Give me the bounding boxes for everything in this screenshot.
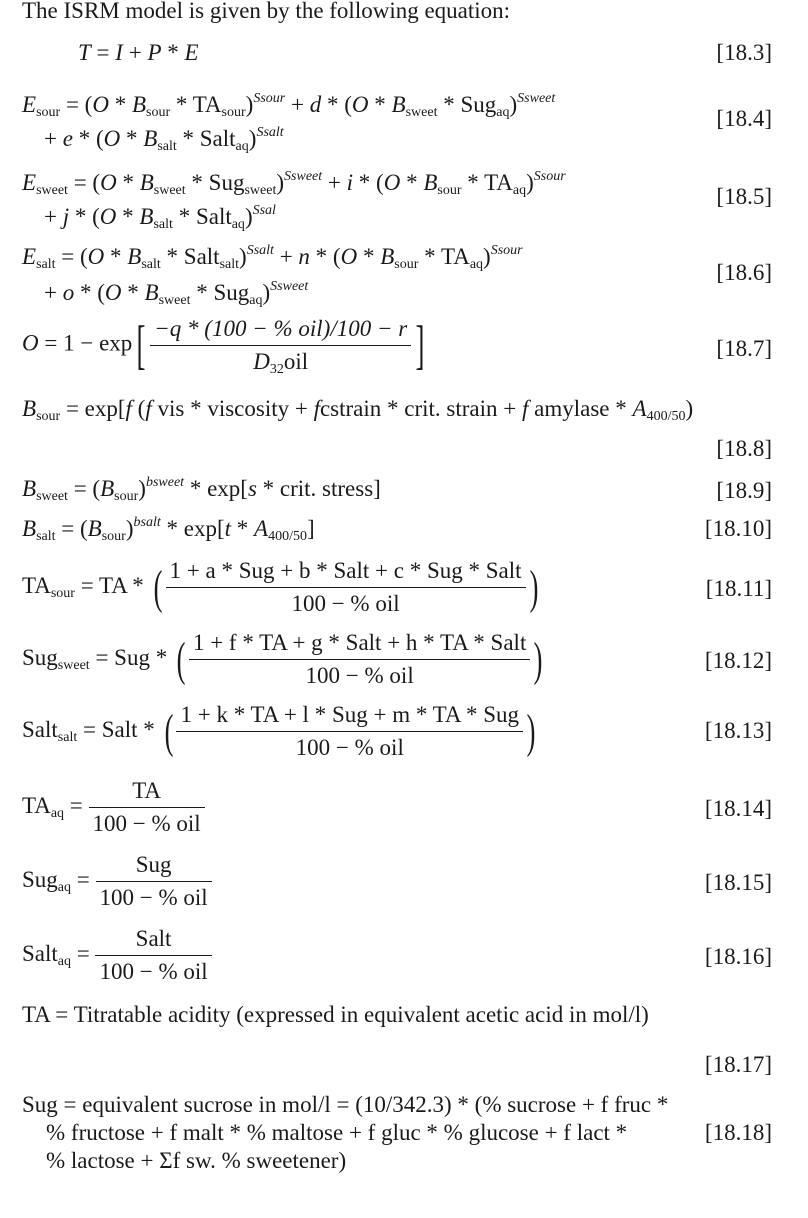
sug-aq-numerator: Sug [96, 852, 212, 882]
equation-18-6-line-2: + o * $(O * B_{sweet} * Sug_{aq})^{Ssweet}$ [44, 279, 309, 308]
salt-aq-denominator: 100 − % oil [99, 959, 208, 984]
equation-18-4-line-2: + e * ($O * B_{salt}$ * Salt$_{aq}$)$^{Ssalt}$ [44, 125, 284, 154]
equation-18-10: $B_{salt} = (B_{sour})^{bsalt} * \exp[t * A_{400/50}]$ [22, 515, 315, 544]
left-bracket: [ [136, 315, 146, 375]
salt-salt-denominator: 100 − % oil [295, 735, 404, 760]
sug-sweet-numerator: 1 + f * TA + g * Salt + h * TA * Salt [189, 630, 530, 660]
exp-fraction [150, 316, 411, 375]
sug-definition-line-1: Sug = equivalent sucrose in mol/l = (10/342.3) * (% sucrose + f fruc * [22, 1092, 669, 1117]
salt-salt-numerator: 1 + k * TA + l * Sug + m * TA * Sug [176, 702, 523, 732]
equation-18-11: $TA_{sour}$ = TA * ( $\frac{\text{1 + a * Sug + b * Salt + c * Sug * Salt}}{\text{100 − \% oil}}$ ) [22, 558, 538, 616]
equation-number-18-14: [18.14] [704, 796, 772, 821]
sug-aq-denominator: 100 − % oil [99, 885, 208, 910]
sug-sweet-denominator: 100 − % oil [305, 663, 414, 688]
equation-18-16: Salt$_{aq}$ = $\frac{\text{Salt}}{\text{100 − \% oil}}$ [22, 926, 212, 985]
equation-18-4-line-1: $E_{sour} = (O * B_{sour} * TA_{sour})^{Ssour} + d * (O * B_{sweet} * Sug_{aq})^{Ssweet}$ [22, 91, 556, 120]
ta-sour-denominator: 100 − % oil [291, 591, 400, 616]
ta-aq-numerator: TA [89, 778, 205, 808]
equation-number-18-13: [18.13] [704, 718, 772, 743]
equation-number-18-12: [18.12] [704, 648, 772, 673]
ta-definition: TA = Titratable acidity (expressed in equivalent acetic acid in mol/l) [22, 1002, 649, 1027]
ta-sour-numerator: 1 + a * Sug + b * Salt + c * Sug * Salt [166, 558, 526, 588]
equation-18-8: $B_{sour} = \exp[f$ (f vis * viscosity + fcstrain * crit. strain + f amylase * $A_{400/50}$) [22, 396, 694, 424]
equation-18-9: $B_{sweet} = (B_{sour})^{bsweet} * \exp[s$ * crit. stress] [22, 475, 381, 504]
sug-definition-line-3: % lactose + Σf sw. % sweetener) [46, 1148, 347, 1173]
equation-number-18-9: [18.9] [716, 478, 772, 503]
equation-18-7: O = 1 − exp[ $\frac{\text{−q * (100 − \% oil)/100 − r}}{D_{32}oil}$ ] [22, 315, 425, 377]
equation-18-15: Sug$_{aq}$ = $\frac{\text{Sug}}{\text{100 − \% oil}}$ [22, 852, 212, 911]
equation-18-5-line-1: $E_{sweet} = (O * B_{sweet} * Sug_{sweet})^{Ssweet} + i * (O * B_{sour} * TA_{aq})^{Ssour}$ [22, 169, 566, 198]
equation-number-18-4: [18.4] [716, 106, 772, 131]
equation-number-18-11: [18.11] [705, 576, 772, 601]
equation-18-6-line-1: $E_{salt} = (O * B_{salt}$ * Salt$_{salt}$)$^{Ssalt}$ + n * $(O * B_{sour} * TA_{aq})^{Ssour}$ [22, 243, 523, 272]
equation-number-18-17: [18.17] [704, 1052, 772, 1077]
equation-number-18-7: [18.7] [716, 336, 772, 361]
equation-18-3: T = I + P * E [78, 40, 199, 65]
equation-number-18-18: [18.18] [704, 1120, 772, 1145]
right-bracket: ] [415, 315, 425, 375]
equation-18-14: $TA_{aq}$ = $\frac{TA}{\text{100 − \% oil}}$ [22, 778, 205, 837]
exp-denominator: $D_{32}oil$ [253, 348, 309, 377]
equation-18-5-line-2: + j * ($O * B_{salt}$ * Salt$_{aq}$)$^{Ssal}$ [44, 203, 276, 232]
exp-numerator: −q * (100 − % oil)/100 − r [150, 316, 411, 346]
equation-number-18-3: [18.3] [716, 40, 772, 65]
ta-aq-denominator: 100 − % oil [92, 811, 201, 836]
equation-number-18-5: [18.5] [716, 184, 772, 209]
sug-definition-line-2: % fructose + f malt * % maltose + f gluc * % glucose + f lact * [46, 1120, 628, 1145]
equation-number-18-6: [18.6] [716, 260, 772, 285]
equation-number-18-15: [18.15] [704, 870, 772, 895]
equation-number-18-8: [18.8] [716, 436, 772, 461]
salt-aq-numerator: Salt [95, 926, 211, 956]
equation-number-18-16: [18.16] [704, 944, 772, 969]
intro-text: The ISRM model is given by the following equation: [22, 0, 511, 23]
equation-18-12: Sug$_{sweet}$ = Sug * ( $\frac{\text{1 + f * TA + g * Salt + h * TA * Salt}}{\text{100 − \% oil}}$ ) [22, 630, 543, 688]
equation-number-18-10: [18.10] [704, 516, 772, 541]
equation-18-13: Salt$_{salt}$ = Salt * ( $\frac{\text{1 + k * TA + l * Sug + m * TA * Sug}}{\text{100 − \% oil}}$ ) [22, 702, 536, 760]
